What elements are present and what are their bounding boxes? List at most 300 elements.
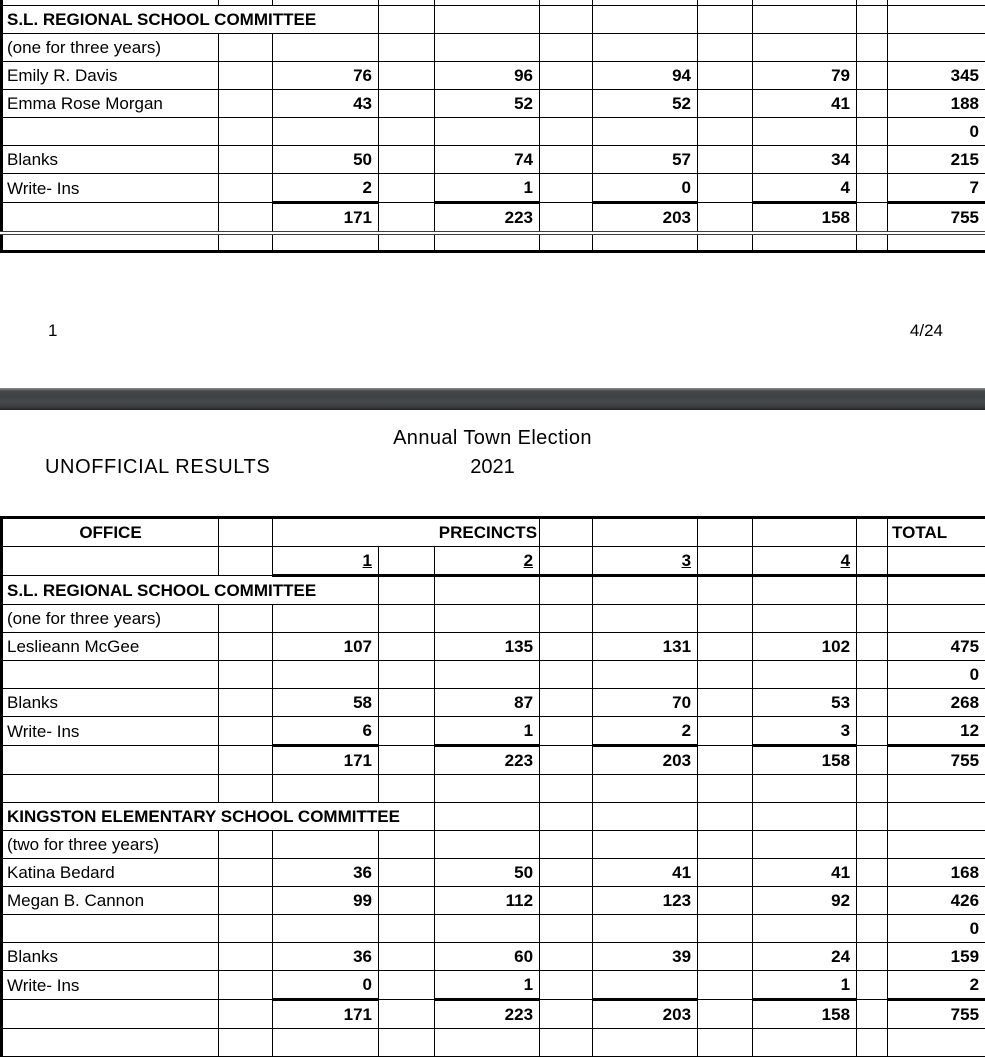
table-row: [2, 174, 985, 203]
spacer-cell: [540, 689, 593, 717]
precinct-vote-cell: [753, 118, 857, 146]
precinct-vote-cell: [593, 118, 698, 146]
precinct-vote-cell: 135: [435, 633, 540, 661]
spacer-cell: [379, 605, 435, 633]
precinct-number-header: [435, 547, 540, 576]
spacer-cell: [698, 943, 753, 971]
table-row: [2, 689, 985, 717]
precinct-vote-cell: 50: [273, 146, 379, 174]
spacer-cell: [379, 971, 435, 1000]
table-row: [2, 859, 985, 887]
table-row: [2, 887, 985, 915]
precinct-number: 1: [363, 551, 372, 570]
results-table-page1: [0, 0, 985, 253]
spacer-cell: [540, 518, 593, 547]
spacer-cell: [698, 633, 753, 661]
precinct-vote-cell: [273, 661, 379, 689]
spacer-cell: [857, 233, 888, 252]
precinct-vote-cell: [273, 915, 379, 943]
spacer-cell: [857, 633, 888, 661]
spacer-cell: [540, 717, 593, 746]
precinct-vote-cell: 171: [273, 746, 379, 775]
table-row: [2, 90, 985, 118]
total-header: TOTAL: [888, 518, 985, 547]
precinct-vote-cell: 2: [593, 717, 698, 746]
total-cell: 755: [888, 746, 985, 775]
spacer-cell: [698, 971, 753, 1000]
spacer-cell: [698, 6, 753, 34]
table-row: [2, 62, 985, 90]
row-label: Katina Bedard: [2, 859, 219, 887]
total-cell: 755: [888, 203, 985, 234]
table-row: [2, 34, 985, 62]
spacer-cell: [698, 605, 753, 633]
spacer-cell: [540, 6, 593, 34]
row-label: Blanks: [2, 689, 219, 717]
spacer-cell: [379, 831, 435, 859]
row-label: (one for three years): [2, 605, 219, 633]
page-divider-bar: [0, 388, 985, 410]
document-title: Annual Town Election: [0, 427, 985, 450]
spacer-cell: [219, 717, 273, 746]
total-cell: [888, 576, 985, 605]
spacer-cell: [219, 62, 273, 90]
spacer-cell: [857, 146, 888, 174]
spacer-cell: [540, 233, 593, 252]
row-label: Leslieann McGee: [2, 633, 219, 661]
total-cell: 2: [888, 971, 985, 1000]
table-row: [2, 915, 985, 943]
spacer-cell: [379, 887, 435, 915]
table-row: [2, 605, 985, 633]
total-cell: 0: [888, 118, 985, 146]
election-year: 2021: [0, 456, 985, 479]
row-label: [2, 233, 219, 252]
spacer-cell: [379, 118, 435, 146]
spacer-cell: [888, 547, 985, 576]
row-label: [2, 915, 219, 943]
spacer-cell: [698, 203, 753, 234]
header-row-precinct-numbers: [2, 547, 985, 576]
precinct-vote-cell: 34: [753, 146, 857, 174]
spacer-cell: [540, 576, 593, 605]
precinct-vote-cell: 60: [435, 943, 540, 971]
precinct-vote-cell: 52: [593, 90, 698, 118]
row-label: Blanks: [2, 146, 219, 174]
total-cell: 168: [888, 859, 985, 887]
spacer-cell: [698, 803, 753, 831]
precinct-vote-cell: [753, 775, 857, 803]
precinct-vote-cell: 102: [753, 633, 857, 661]
spacer-cell: [698, 717, 753, 746]
spacer-cell: [540, 1000, 593, 1029]
table-row: [2, 717, 985, 746]
row-label: Emily R. Davis: [2, 62, 219, 90]
precinct-vote-cell: [593, 971, 698, 1000]
spacer-cell: [540, 746, 593, 775]
precinct-vote-cell: [435, 576, 540, 605]
spacer-cell: [379, 661, 435, 689]
table-row: [2, 971, 985, 1000]
spacer-cell: [753, 518, 857, 547]
spacer-cell: [857, 518, 888, 547]
spacer-cell: [379, 943, 435, 971]
spacer-cell: [857, 174, 888, 203]
spacer-cell: [219, 146, 273, 174]
spacer-cell: [698, 746, 753, 775]
precinct-vote-cell: [273, 34, 379, 62]
row-label: [2, 746, 219, 775]
precinct-vote-cell: 1: [435, 717, 540, 746]
spacer-cell: [219, 746, 273, 775]
spacer-cell: [379, 34, 435, 62]
spacer-cell: [379, 90, 435, 118]
spacer-cell: [698, 915, 753, 943]
precinct-vote-cell: [593, 233, 698, 252]
spacer-cell: [857, 1029, 888, 1057]
results-table-page1-body: [2, 0, 985, 252]
spacer-cell: [540, 915, 593, 943]
precinct-vote-cell: 87: [435, 689, 540, 717]
spacer-cell: [379, 859, 435, 887]
spacer-cell: [698, 661, 753, 689]
spacer-cell: [698, 1029, 753, 1057]
precinct-vote-cell: [753, 576, 857, 605]
precinct-vote-cell: [593, 803, 698, 831]
spacer-cell: [857, 576, 888, 605]
page-date: 4/24: [910, 321, 943, 341]
row-label: Emma Rose Morgan: [2, 90, 219, 118]
spacer-cell: [219, 1000, 273, 1029]
spacer-cell: [857, 6, 888, 34]
row-label: Write- Ins: [2, 174, 219, 203]
precinct-vote-cell: [435, 803, 540, 831]
total-cell: 0: [888, 661, 985, 689]
spacer-cell: [857, 717, 888, 746]
precinct-vote-cell: 79: [753, 62, 857, 90]
precinct-vote-cell: 1: [753, 971, 857, 1000]
page-number: 1: [48, 321, 57, 341]
precinct-vote-cell: [273, 775, 379, 803]
precinct-vote-cell: 41: [753, 90, 857, 118]
precinct-vote-cell: [593, 6, 698, 34]
precinct-vote-cell: 131: [593, 633, 698, 661]
row-label: [2, 1029, 219, 1057]
spacer-cell: [698, 887, 753, 915]
spacer-cell: [379, 203, 435, 234]
table-row: [2, 233, 985, 252]
precinct-vote-cell: 96: [435, 62, 540, 90]
total-cell: [888, 831, 985, 859]
spacer-cell: [219, 775, 273, 803]
precinct-vote-cell: 41: [753, 859, 857, 887]
precinct-vote-cell: 203: [593, 203, 698, 234]
spacer-cell: [219, 859, 273, 887]
precinct-vote-cell: 6: [273, 717, 379, 746]
precinct-vote-cell: [435, 915, 540, 943]
precinct-vote-cell: [753, 803, 857, 831]
spacer-cell: [857, 547, 888, 576]
spacer-cell: [857, 775, 888, 803]
row-label: (two for three years): [2, 831, 219, 859]
table-row: [2, 1029, 985, 1057]
table-row: [2, 118, 985, 146]
precinct-vote-cell: 1: [435, 971, 540, 1000]
spacer-cell: [698, 146, 753, 174]
precinct-vote-cell: [593, 576, 698, 605]
precinct-vote-cell: 223: [435, 203, 540, 234]
precinct-number-header: [593, 547, 698, 576]
spacer-cell: [698, 174, 753, 203]
spacer-cell: [857, 605, 888, 633]
table-row: [2, 6, 985, 34]
spacer-cell: [219, 518, 273, 547]
total-cell: 0: [888, 915, 985, 943]
precinct-vote-cell: [435, 34, 540, 62]
spacer-cell: [540, 1029, 593, 1057]
total-cell: [888, 803, 985, 831]
spacer-cell: [219, 174, 273, 203]
precinct-vote-cell: 203: [593, 746, 698, 775]
row-label: [2, 1000, 219, 1029]
row-label: (one for three years): [2, 34, 219, 62]
spacer-cell: [219, 1029, 273, 1057]
precinct-vote-cell: [435, 661, 540, 689]
spacer-cell: [857, 1000, 888, 1029]
total-cell: 215: [888, 146, 985, 174]
precinct-vote-cell: [753, 661, 857, 689]
precinct-vote-cell: 36: [273, 943, 379, 971]
row-label: Megan B. Cannon: [2, 887, 219, 915]
committee-name: S.L. REGIONAL SCHOOL COMMITTEE: [2, 576, 379, 605]
spacer-cell: [857, 831, 888, 859]
spacer-cell: [540, 90, 593, 118]
spacer-cell: [219, 34, 273, 62]
total-cell: 426: [888, 887, 985, 915]
precinct-vote-cell: 223: [435, 1000, 540, 1029]
spacer-cell: [379, 174, 435, 203]
spacer-cell: [857, 689, 888, 717]
table-row: [2, 775, 985, 803]
precinct-vote-cell: [753, 34, 857, 62]
spacer-cell: [698, 775, 753, 803]
precinct-vote-cell: 223: [435, 746, 540, 775]
spacer-cell: [540, 203, 593, 234]
spacer-cell: [379, 233, 435, 252]
spacer-cell: [540, 547, 593, 576]
spacer-cell: [219, 118, 273, 146]
spacer-cell: [379, 1029, 435, 1057]
spacer-cell: [857, 859, 888, 887]
total-cell: [888, 605, 985, 633]
total-cell: 755: [888, 1000, 985, 1029]
precinct-vote-cell: [753, 233, 857, 252]
total-cell: [888, 6, 985, 34]
spacer-cell: [540, 661, 593, 689]
total-cell: [888, 775, 985, 803]
spacer-cell: [540, 34, 593, 62]
precinct-number: 3: [682, 551, 691, 570]
spacer-cell: [540, 605, 593, 633]
precinct-vote-cell: [753, 915, 857, 943]
precinct-vote-cell: [593, 831, 698, 859]
precinct-vote-cell: 158: [753, 1000, 857, 1029]
precinct-vote-cell: 39: [593, 943, 698, 971]
total-cell: 12: [888, 717, 985, 746]
spacer-cell: [698, 118, 753, 146]
spacer-cell: [540, 803, 593, 831]
precinct-vote-cell: 76: [273, 62, 379, 90]
spacer-cell: [379, 576, 435, 605]
spacer-cell: [219, 943, 273, 971]
precinct-vote-cell: 36: [273, 859, 379, 887]
precinct-vote-cell: 24: [753, 943, 857, 971]
spacer-cell: [857, 118, 888, 146]
total-cell: [888, 233, 985, 252]
spacer-cell: [698, 518, 753, 547]
spacer-cell: [857, 34, 888, 62]
precinct-vote-cell: [593, 915, 698, 943]
spacer-cell: [219, 831, 273, 859]
precinct-vote-cell: 94: [593, 62, 698, 90]
precinct-vote-cell: 171: [273, 1000, 379, 1029]
precinct-vote-cell: [435, 233, 540, 252]
unofficial-results-label: UNOFFICIAL RESULTS: [45, 456, 270, 479]
precinct-vote-cell: 92: [753, 887, 857, 915]
precinct-vote-cell: 0: [593, 174, 698, 203]
precinct-vote-cell: 3: [753, 717, 857, 746]
table-row: [2, 661, 985, 689]
precinct-vote-cell: [435, 775, 540, 803]
spacer-cell: [698, 576, 753, 605]
precinct-vote-cell: [435, 118, 540, 146]
total-cell: 268: [888, 689, 985, 717]
precinct-vote-cell: [273, 831, 379, 859]
total-cell: 7: [888, 174, 985, 203]
spacer-cell: [219, 887, 273, 915]
spacer-cell: [593, 518, 698, 547]
row-label: Write- Ins: [2, 717, 219, 746]
spacer-cell: [857, 90, 888, 118]
precinct-number: 4: [841, 551, 850, 570]
precinct-number-header: [273, 547, 379, 576]
table-row: [2, 943, 985, 971]
precinct-vote-cell: [753, 1029, 857, 1057]
precinct-vote-cell: 53: [753, 689, 857, 717]
precinct-vote-cell: [435, 605, 540, 633]
spacer-cell: [219, 203, 273, 234]
results-table-page2-body: [2, 518, 985, 1057]
spacer-cell: [219, 971, 273, 1000]
spacer-cell: [540, 943, 593, 971]
precinct-vote-cell: 58: [273, 689, 379, 717]
spacer-cell: [857, 803, 888, 831]
spacer-cell: [219, 689, 273, 717]
spacer-cell: [698, 689, 753, 717]
spacer-cell: [540, 146, 593, 174]
spacer-cell: [540, 971, 593, 1000]
precinct-vote-cell: 43: [273, 90, 379, 118]
precinct-vote-cell: 158: [753, 203, 857, 234]
precinct-vote-cell: [435, 831, 540, 859]
spacer-cell: [857, 943, 888, 971]
precincts-header: PRECINCTS: [273, 518, 540, 547]
spacer-cell: [219, 605, 273, 633]
table-row: [2, 203, 985, 234]
precinct-vote-cell: 41: [593, 859, 698, 887]
table-row: [2, 1000, 985, 1029]
precinct-number: 2: [524, 551, 533, 570]
spacer-cell: [698, 547, 753, 576]
precinct-vote-cell: 171: [273, 203, 379, 234]
spacer-cell: [540, 775, 593, 803]
spacer-cell: [379, 689, 435, 717]
table-row: [2, 803, 985, 831]
precinct-vote-cell: 2: [273, 174, 379, 203]
spacer-cell: [857, 746, 888, 775]
spacer-cell: [2, 547, 219, 576]
precinct-vote-cell: 107: [273, 633, 379, 661]
row-label: [2, 661, 219, 689]
precinct-number-header: [753, 547, 857, 576]
spacer-cell: [857, 915, 888, 943]
total-cell: 159: [888, 943, 985, 971]
total-cell: 475: [888, 633, 985, 661]
spacer-cell: [379, 775, 435, 803]
spacer-cell: [698, 62, 753, 90]
precinct-vote-cell: [593, 775, 698, 803]
spacer-cell: [379, 6, 435, 34]
spacer-cell: [379, 1000, 435, 1029]
spacer-cell: [219, 547, 273, 576]
precinct-vote-cell: [753, 6, 857, 34]
precinct-vote-cell: 203: [593, 1000, 698, 1029]
spacer-cell: [540, 859, 593, 887]
spacer-cell: [698, 90, 753, 118]
precinct-vote-cell: 70: [593, 689, 698, 717]
spacer-cell: [379, 547, 435, 576]
total-cell: [888, 1029, 985, 1057]
precinct-vote-cell: 99: [273, 887, 379, 915]
spacer-cell: [540, 62, 593, 90]
committee-name: KINGSTON ELEMENTARY SCHOOL COMMITTEE: [2, 803, 435, 831]
row-label: Blanks: [2, 943, 219, 971]
spacer-cell: [857, 62, 888, 90]
precinct-vote-cell: [593, 34, 698, 62]
precinct-vote-cell: [273, 118, 379, 146]
row-label: [2, 118, 219, 146]
precinct-vote-cell: [593, 1029, 698, 1057]
spacer-cell: [379, 717, 435, 746]
precinct-vote-cell: [273, 1029, 379, 1057]
spacer-cell: [540, 887, 593, 915]
spacer-cell: [857, 887, 888, 915]
precinct-vote-cell: [753, 605, 857, 633]
spacer-cell: [540, 118, 593, 146]
spacer-cell: [698, 831, 753, 859]
spacer-cell: [219, 233, 273, 252]
spacer-cell: [857, 203, 888, 234]
row-label: [2, 203, 219, 234]
spacer-cell: [379, 146, 435, 174]
spacer-cell: [857, 661, 888, 689]
spacer-cell: [698, 1000, 753, 1029]
precinct-vote-cell: [753, 831, 857, 859]
row-label: Write- Ins: [2, 971, 219, 1000]
precinct-vote-cell: 57: [593, 146, 698, 174]
table-row: [2, 831, 985, 859]
total-cell: 188: [888, 90, 985, 118]
